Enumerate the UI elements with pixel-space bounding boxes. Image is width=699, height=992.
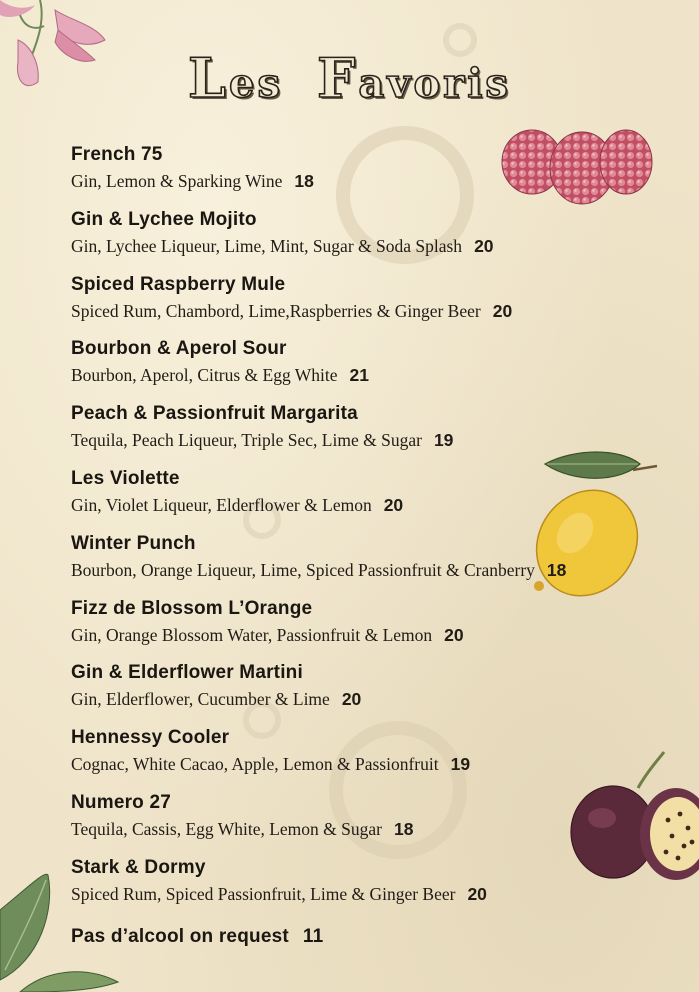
item-name: Numero 27 (71, 791, 172, 813)
menu-item (71, 533, 671, 598)
item-name: Gin & Lychee Mojito (71, 208, 257, 230)
title-first-rest: es (229, 60, 283, 107)
item-price: 20 (467, 883, 487, 904)
menu-item (71, 209, 671, 274)
item-ingredients: Gin, Lychee Liqueur, Lime, Mint, Sugar & Soda Splash (71, 235, 463, 256)
item-description (71, 428, 671, 452)
item-price: 19 (450, 754, 471, 775)
item-price: 20 (444, 624, 464, 645)
menu-item (71, 857, 671, 922)
item-price: 18 (546, 559, 567, 580)
item-ingredients: Bourbon, Orange Liqueur, Lime, Spiced Passionfruit & Cranberry (71, 559, 535, 580)
item-description (71, 623, 671, 647)
item-name: Gin & Elderflower Martini (71, 662, 303, 684)
item-name: Les Violette (71, 467, 180, 489)
item-name: Hennessy Cooler (71, 727, 230, 749)
footer-text: Pas d’alcool on request (71, 925, 289, 947)
item-ingredients: Cognac, White Cacao, Apple, Lemon & Passionfruit (71, 754, 439, 775)
item-description (71, 363, 671, 387)
item-description (71, 299, 671, 323)
item-name: Peach & Passionfruit Margarita (71, 403, 358, 425)
menu-item (71, 792, 671, 857)
item-description (71, 493, 671, 517)
menu-item (71, 598, 671, 663)
menu-item (71, 403, 671, 468)
title-second-rest: avoris (358, 60, 511, 107)
item-price: 18 (393, 818, 414, 839)
item-ingredients: Spiced Rum, Chambord, Lime,Raspberries & Ginger Beer (71, 300, 481, 321)
item-ingredients: Gin, Lemon & Sparking Wine (71, 171, 283, 191)
item-price: 20 (383, 494, 404, 515)
item-price: 19 (433, 430, 454, 451)
menu-item (71, 338, 671, 403)
item-name: Bourbon & Aperol Sour (71, 338, 287, 360)
menu-item (71, 274, 671, 339)
title-first-initial: L (188, 46, 229, 110)
menu-item (71, 662, 671, 727)
item-ingredients: Tequila, Peach Liqueur, Triple Sec, Lime & Sugar (71, 430, 422, 451)
cocktail-menu (71, 144, 671, 948)
item-name: French 75 (71, 144, 163, 165)
item-ingredients: Bourbon, Aperol, Citrus & Egg White (71, 365, 338, 386)
item-description (71, 882, 671, 906)
footer-price: 11 (302, 925, 324, 947)
item-name: Stark & Dormy (71, 856, 206, 878)
item-price: 20 (474, 235, 494, 256)
item-description (71, 234, 671, 258)
item-description (71, 687, 671, 711)
item-ingredients: Spiced Rum, Spiced Passionfruit, Lime & Ginger Beer (71, 883, 456, 904)
item-ingredients: Gin, Elderflower, Cucumber & Lime (71, 689, 330, 710)
footer-note (71, 926, 671, 948)
item-description (71, 169, 671, 193)
item-price: 20 (492, 300, 513, 321)
item-price: 20 (341, 689, 362, 710)
title-second-initial: F (316, 46, 359, 110)
item-description (71, 752, 671, 776)
menu-item (71, 468, 671, 533)
item-name: Spiced Raspberry Mule (71, 273, 286, 295)
item-price: 21 (349, 365, 370, 386)
item-name: Fizz de Blossom L’Orange (71, 597, 313, 619)
item-ingredients: Tequila, Cassis, Egg White, Lemon & Sugar (71, 818, 382, 839)
item-price: 18 (294, 171, 314, 191)
menu-item (71, 727, 671, 792)
menu-item (71, 144, 671, 209)
item-description (71, 817, 671, 841)
item-description (71, 558, 671, 582)
item-name: Winter Punch (71, 532, 196, 554)
page-title (0, 46, 699, 110)
item-ingredients: Gin, Orange Blossom Water, Passionfruit & Lemon (71, 624, 433, 645)
item-ingredients: Gin, Violet Liqueur, Elderflower & Lemon (71, 494, 372, 515)
